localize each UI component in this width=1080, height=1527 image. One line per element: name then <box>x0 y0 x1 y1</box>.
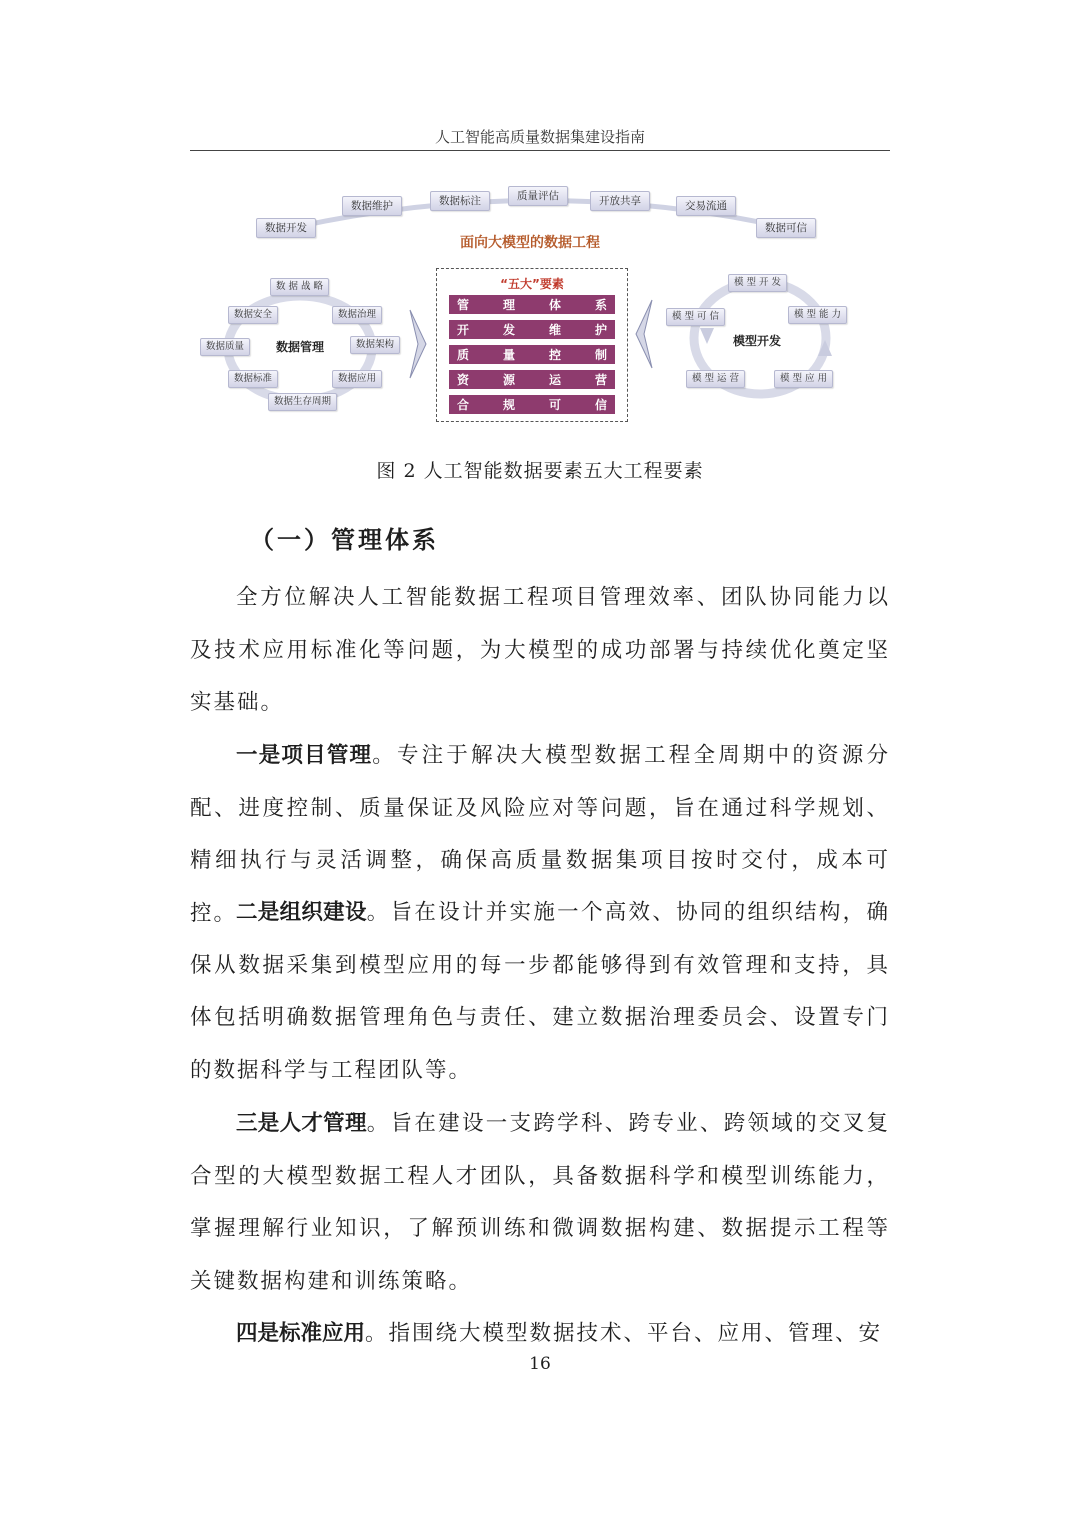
right-cycle-item: 模 型 应 用 <box>774 370 833 388</box>
section-heading: （一）管理体系 <box>250 525 439 554</box>
left-cycle-item: 数据治理 <box>332 306 382 324</box>
header-rule <box>190 150 890 151</box>
five-row <box>449 295 615 314</box>
paragraph-lead: 四是标准应用 <box>236 1321 366 1346</box>
right-cycle-item: 模 型 开 发 <box>728 274 787 292</box>
left-cycle-label: 数据管理 <box>276 340 325 354</box>
five-row <box>449 370 615 389</box>
paragraph-lead: 一是项目管理 <box>236 743 373 768</box>
paragraph-text: 。专注于解决大模型数据工程全周期中的资源分配、进度控制、质量保证及风险应对等问题，旨在通过科学规划、精细执行与灵活调整，确保高质量数据集项目按时交付，成本可控。 <box>190 743 890 926</box>
row-char: 合 <box>457 398 470 412</box>
row-char: 运 <box>548 373 561 387</box>
five-elements-title: “五大”要素 <box>500 277 564 291</box>
right-cycle-item: 模 型 可 信 <box>666 308 725 326</box>
arc-item-data-development: 数据开发 <box>256 218 316 238</box>
arc-item-open-sharing: 开放共享 <box>590 191 650 211</box>
paragraph <box>190 887 890 1097</box>
row-char: 质 <box>457 348 470 362</box>
left-cycle-item: 数据质量 <box>200 338 250 356</box>
row-char: 维 <box>548 323 561 337</box>
row-char: 理 <box>502 298 515 312</box>
left-cycle-item: 数据安全 <box>228 306 278 324</box>
left-cycle-item: 数 据 战 略 <box>270 278 329 296</box>
arc-item-trade-circulation: 交易流通 <box>676 196 736 216</box>
row-char: 控 <box>548 348 561 362</box>
row-char: 资 <box>457 373 470 387</box>
five-row <box>449 395 615 414</box>
paragraph <box>190 1308 890 1361</box>
row-char: 护 <box>594 323 607 337</box>
row-char: 系 <box>594 298 607 312</box>
paragraph-text: 。旨在设计并实施一个高效、协同的组织结构，确保从数据采集到模型应用的每一步都能够得到有效管理和支持，具体包括明确数据管理角色与责任、建立数据治理委员会、设置专门的数据科学与工程团队等。 <box>190 900 890 1083</box>
right-cycle-item: 模 型 能 力 <box>788 306 847 324</box>
row-char: 开 <box>457 323 470 337</box>
row-char: 体 <box>548 298 561 312</box>
five-elements-box <box>436 268 628 422</box>
arc-item-quality-assessment: 质量评估 <box>508 186 568 206</box>
row-char: 营 <box>594 373 607 387</box>
row-char: 管 <box>457 298 470 312</box>
row-char: 量 <box>502 348 515 362</box>
paragraph-lead: 二是组织建设 <box>236 900 367 925</box>
paragraph-text: 全方位解决人工智能数据工程项目管理效率、团队协同能力以及技术应用标准化等问题，为大模型的成功部署与持续优化奠定坚实基础。 <box>190 585 890 715</box>
paragraph <box>190 572 890 730</box>
row-char: 规 <box>502 398 515 412</box>
figure-caption: 图 2 人工智能数据要素五大工程要素 <box>376 460 704 482</box>
left-cycle-item: 数据生存周期 <box>268 393 337 411</box>
arc-item-data-trust: 数据可信 <box>756 218 816 238</box>
row-char: 制 <box>594 348 607 362</box>
left-cycle-item: 数据架构 <box>350 336 400 354</box>
paragraph <box>190 1098 890 1308</box>
row-char: 可 <box>548 398 561 412</box>
arc-title: 面向大模型的数据工程 <box>460 235 600 251</box>
row-char: 信 <box>594 398 607 412</box>
row-char: 发 <box>502 323 515 337</box>
five-row <box>449 320 615 339</box>
arc-item-data-labeling: 数据标注 <box>430 191 490 211</box>
left-cycle-item: 数据标准 <box>228 370 278 388</box>
paragraph-text: 。旨在建设一支跨学科、跨专业、跨领域的交叉复合型的大模型数据工程人才团队，具备数据科学和模型训练能力，掌握理解行业知识，了解预训练和微调数据构建、数据提示工程等关键数据构建和训练策略。 <box>190 1111 890 1294</box>
paragraph-lead: 三是人才管理 <box>236 1111 367 1136</box>
page-number: 16 <box>529 1354 551 1374</box>
row-char: 源 <box>502 373 515 387</box>
left-cycle-item: 数据应用 <box>332 370 382 388</box>
right-cycle-item: 模 型 运 营 <box>686 370 745 388</box>
figure-five-elements <box>190 178 890 438</box>
five-row <box>449 345 615 364</box>
running-header: 人工智能高质量数据集建设指南 <box>434 128 645 146</box>
arc-item-data-maintenance: 数据维护 <box>342 196 402 216</box>
right-cycle-label: 模型开发 <box>733 334 782 348</box>
paragraph-text: 。指围绕大模型数据技术、平台、应用、管理、安 <box>365 1321 883 1346</box>
